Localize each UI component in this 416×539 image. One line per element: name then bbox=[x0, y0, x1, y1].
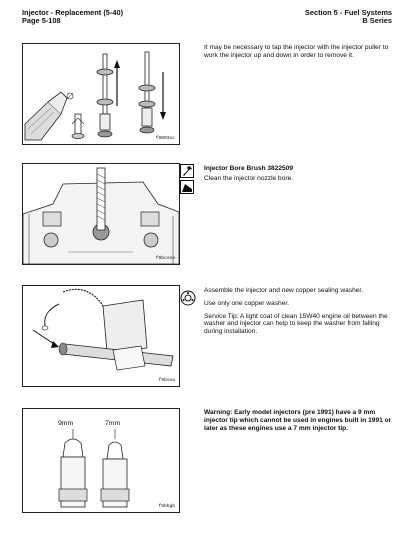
step-3-washer-note: Use only one copper washer. bbox=[204, 299, 290, 307]
injector-puller-illustration bbox=[23, 44, 179, 144]
step-3-text bbox=[204, 287, 394, 341]
figure-code: f0003sc bbox=[155, 136, 175, 141]
part-washer-icon bbox=[180, 290, 196, 306]
step-1-text bbox=[204, 44, 394, 65]
page-title: Injector - Replacement (5-40) bbox=[22, 8, 124, 17]
warning-text: Warning: Early model injectors (pre 1991) have a 9 mm injector tip which cannot be used in engines built in 1991 or later as these engines use a 7 mm injector tip. bbox=[204, 409, 392, 432]
tool-title: Injector Bore Brush 3822509 bbox=[204, 165, 294, 172]
figure-code: f9bsea bbox=[158, 378, 175, 383]
step-2-text bbox=[204, 165, 394, 188]
figure-injector-puller bbox=[22, 43, 180, 145]
series-label: B Series bbox=[362, 16, 392, 26]
brush-icon bbox=[180, 180, 194, 194]
page-header-right bbox=[305, 9, 392, 26]
figure-injector-bore-brush bbox=[22, 163, 180, 265]
step-4-text bbox=[204, 409, 394, 437]
label-7mm: 7mm bbox=[105, 420, 121, 427]
step-3-instruction: Assemble the injector and new copper sealing washer. bbox=[204, 287, 364, 294]
injector-washer-illustration bbox=[23, 286, 179, 386]
label-9mm: 9mm bbox=[58, 420, 74, 427]
page-header-left bbox=[22, 9, 123, 26]
figure-injector-washer bbox=[22, 285, 180, 387]
section-title: Section 5 - Fuel Systems bbox=[304, 8, 392, 17]
figure-injector-tips bbox=[22, 408, 180, 513]
service-tip: Service Tip: A light coat of clean 15W40 engine oil between the washer and injector can help to keep the washer from falling during installation. bbox=[204, 312, 388, 336]
step-2-instruction: Clean the injector nozzle bore. bbox=[204, 174, 294, 182]
step-1-instruction: It may be necessary to tap the injector with the injector puller to work the injector up and down in order to remove it. bbox=[204, 44, 389, 59]
service-tool-icon bbox=[180, 164, 194, 178]
figure-code: f9bbgb bbox=[158, 504, 175, 509]
bore-brush-illustration bbox=[23, 164, 179, 264]
page-number: Page 5-108 bbox=[22, 16, 61, 26]
figure-code: f9bcsea bbox=[155, 256, 175, 261]
injector-tips-illustration bbox=[23, 409, 179, 512]
